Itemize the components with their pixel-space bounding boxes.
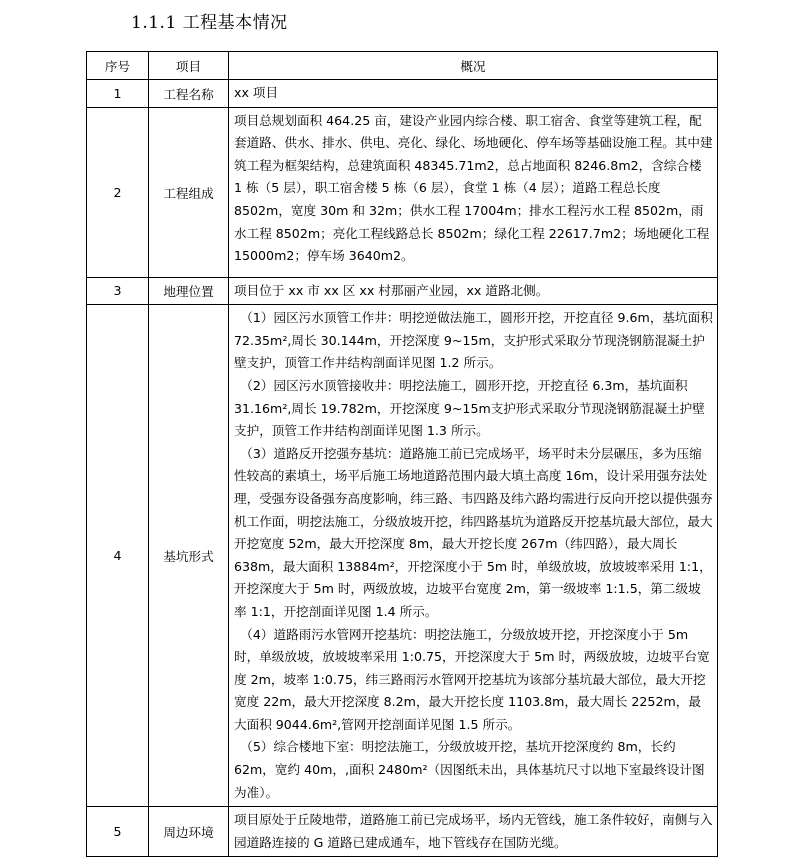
table-header-row — [87, 52, 718, 80]
header-seq: 序号 — [87, 52, 149, 80]
row-item: 地理位置 — [149, 277, 229, 305]
header-overview: 概况 — [229, 52, 718, 80]
table-row — [87, 107, 718, 277]
row-item: 工程名称 — [149, 80, 229, 108]
section-heading: 1.1.1 工程基本情况 — [131, 13, 288, 33]
description-paragraph: （5）综合楼地下室：明挖法施工，分级放坡开挖，基坑开挖深度约 8m，长约 62m，宽约 40m，,面积 2480m²（因图纸未出，具体基坑尺寸以地下室最终设计图为准）。 — [234, 739, 705, 800]
row-description — [229, 807, 718, 857]
row-description — [229, 80, 718, 108]
table-row — [87, 305, 718, 807]
row-number: 4 — [87, 305, 149, 807]
table-row — [87, 80, 718, 108]
row-item: 基坑形式 — [149, 305, 229, 807]
description-paragraph: xx 项目 — [234, 85, 279, 100]
row-number: 3 — [87, 277, 149, 305]
header-item: 项目 — [149, 52, 229, 80]
table-row — [87, 277, 718, 305]
description-paragraph: （2）园区污水顶管接收井：明挖法施工，圆形开挖，开挖直径 6.3m，基坑面积 31.16m²,周长 19.782m，开挖深度 9~15m支护形式采取分节现浇钢筋混凝土护壁支护，顶管工作井结构剖面详见图 1.3 所示。 — [234, 377, 705, 439]
description-paragraph: （3）道路反开挖强夯基坑：道路施工前已完成场平，场平时未分层碾压，多为压缩性较高的素填土，场平后施工场地道路范围内最大填土高度 16m，设计采用强夯法处理，受强夯设备强夯高度影响，纬三路、韦四路及纬六路均需进行反向开挖以提供强夯机工作面，明挖法施工，分级放坡开挖，纬四路基坑为道路反开挖基坑最大部位，最大开挖宽度 52m，最大开挖深度 8m，最大开挖长度 267m（纬四路），最大周长 638m，最大面积 13884m²，开挖深度小于 5m 时，单级放坡，放坡坡率采用 1:1，开挖深度大于 5m 时，两级放坡，边坡平台宽度 2m，第一级坡率 1:1.5，第二级坡率 1:1，开挖剖面详见图 1.4 所示。 — [234, 445, 713, 619]
description-paragraph: （1）园区污水顶管工作井：明挖逆做法施工，圆形开挖，开挖直径 9.6m，基坑面积 72.35m²,周长 30.144m，开挖深度 9~15m，支护形式采取分节现浇钢筋混凝土护壁支护，顶管工作井结构剖面详见图 1.2 所示。 — [234, 310, 713, 371]
description-paragraph: 项目原处于丘陵地带，道路施工前已完成场平，场内无管线，施工条件较好，南侧与入园道路连接的 G 道路已建成通车，地下管线存在国防光缆。 — [234, 812, 713, 850]
project-overview-table — [86, 51, 718, 857]
row-description — [229, 107, 718, 277]
row-item: 工程组成 — [149, 107, 229, 277]
table-row — [87, 807, 718, 857]
row-number: 1 — [87, 80, 149, 108]
description-paragraph: （4）道路雨污水管网开挖基坑：明挖法施工，分级放坡开挖，开挖深度小于 5m 时，单级放坡，放坡坡率采用 1:0.75，开挖深度大于 5m 时，两级放坡，边坡平台宽度 2m，坡率 1:0.75，纬三路雨污水管网开挖基坑为该部分基坑最大部位，最大开挖宽度 22m，最大开挖深度 8.2m，最大开挖长度 1103.8m，最大周长 2252m，最大面积 9044.6m²,管网开挖剖面详见图 1.5 所示。 — [234, 626, 710, 732]
row-number: 5 — [87, 807, 149, 857]
row-item: 周边环境 — [149, 807, 229, 857]
row-description — [229, 277, 718, 305]
row-number: 2 — [87, 107, 149, 277]
row-description — [229, 305, 718, 807]
description-paragraph: 项目位于 xx 市 xx 区 xx 村那丽产业园，xx 道路北侧。 — [234, 282, 549, 298]
description-paragraph: 项目总规划面积 464.25 亩，建设产业园内综合楼、职工宿舍、食堂等建筑工程，配套道路、供水、排水、供电、亮化、绿化、场地硬化、停车场等基础设施工程。其中建筑工程为框架结构，总建筑面积 48345.71m2，总占地面积 8246.8m2，含综合楼 1 栋（5 层），职工宿舍楼 5 栋（6 层），食堂 1 栋（4 层）；道路工程总长度 8502m，宽度 30m 和 32m；供水工程 17004m；排水工程污水工程 8502m，雨水工程 8502m；亮化工程线路总长 8502m；绿化工程 22617.7m2；场地硬化工程 15000m2；停车场 3640m2。 — [234, 112, 713, 264]
